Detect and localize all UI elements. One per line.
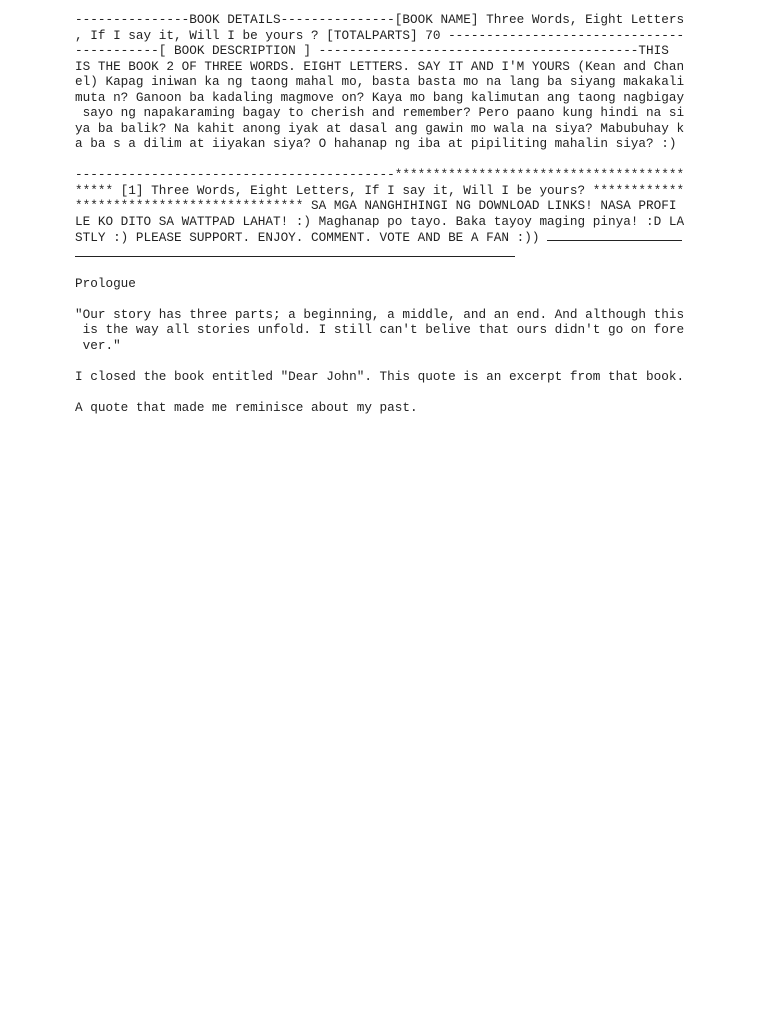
chapter-header-block xyxy=(75,167,685,260)
book-details-line: -----------[ BOOK DESCRIPTION ] ------------------------------------------THIS xyxy=(75,43,669,58)
book-details-line: , If I say it, Will I be yours ? [TOTALPARTS] 70 ------------------------------- xyxy=(75,27,685,43)
chapter-header-line: ***** [1] Three Words, Eight Letters, If I say it, Will I be yours? ************ xyxy=(75,182,685,198)
paragraph-text: I closed the book entitled "Dear John". This quote is an excerpt from that book. xyxy=(75,368,685,384)
chapter-header-line-last xyxy=(75,229,675,245)
quote-line: ver." xyxy=(75,337,121,353)
chapter-header-line: LE KO DITO SA WATTPAD LAHAT! :) Maghanap po tayo. Baka tayoy maging pinya! :D LA xyxy=(75,213,685,229)
quote-line: "Our story has three parts; a beginning, a middle, and an end. And although this xyxy=(75,306,685,322)
prologue-heading-block xyxy=(75,276,675,292)
book-description-line: el) Kapag iniwan ka ng taong mahal mo, basta basta mo na lang ba siyang makakali xyxy=(75,74,685,89)
book-description-line: ya ba balik? Na kahit anong iyak at dasal ang gawin mo wala na siya? Mabubuhay k xyxy=(75,120,685,136)
document-page xyxy=(75,12,685,431)
book-description-line: muta n? Ganoon ba kadaling magmove on? Kaya mo bang kalimutan ang taong nagbigay xyxy=(75,89,685,105)
book-description-line: IS THE BOOK 2 OF THREE WORDS. EIGHT LETTERS. SAY IT AND I'M YOURS (Kean and Chan xyxy=(75,58,685,74)
paragraph-text: A quote that made me reminisce about my past. xyxy=(75,399,418,415)
paragraph-block xyxy=(75,400,675,416)
underline-row xyxy=(75,245,675,261)
chapter-header-text: STLY :) PLEASE SUPPORT. ENJOY. COMMENT. VOTE AND BE A FAN :)) xyxy=(75,230,548,245)
paragraph-block xyxy=(75,368,685,385)
prologue-heading: Prologue xyxy=(75,275,136,291)
chapter-header-line: ------------------------------------------************************************** xyxy=(75,167,685,182)
book-details-block xyxy=(75,12,685,152)
book-details-line: ---------------BOOK DETAILS---------------[BOOK NAME] Three Words, Eight Letters xyxy=(75,12,685,27)
quote-line: is the way all stories unfold. I still can't belive that ours didn't go on fore xyxy=(75,322,685,337)
book-description-line: sayo ng napakaraming bagay to cherish and remember? Pero paano kung hindi na si xyxy=(75,105,685,120)
underline-rule xyxy=(75,245,515,257)
underline-rule xyxy=(547,229,682,241)
book-description-line: a ba s a dilim at iiyakan siya? O hahanap ng iba at pipiliting mahalin siya? :) xyxy=(75,136,677,151)
chapter-header-line: ****************************** SA MGA NANGHIHINGI NG DOWNLOAD LINKS! NASA PROFI xyxy=(75,198,677,213)
prologue-quote-block xyxy=(75,306,685,354)
